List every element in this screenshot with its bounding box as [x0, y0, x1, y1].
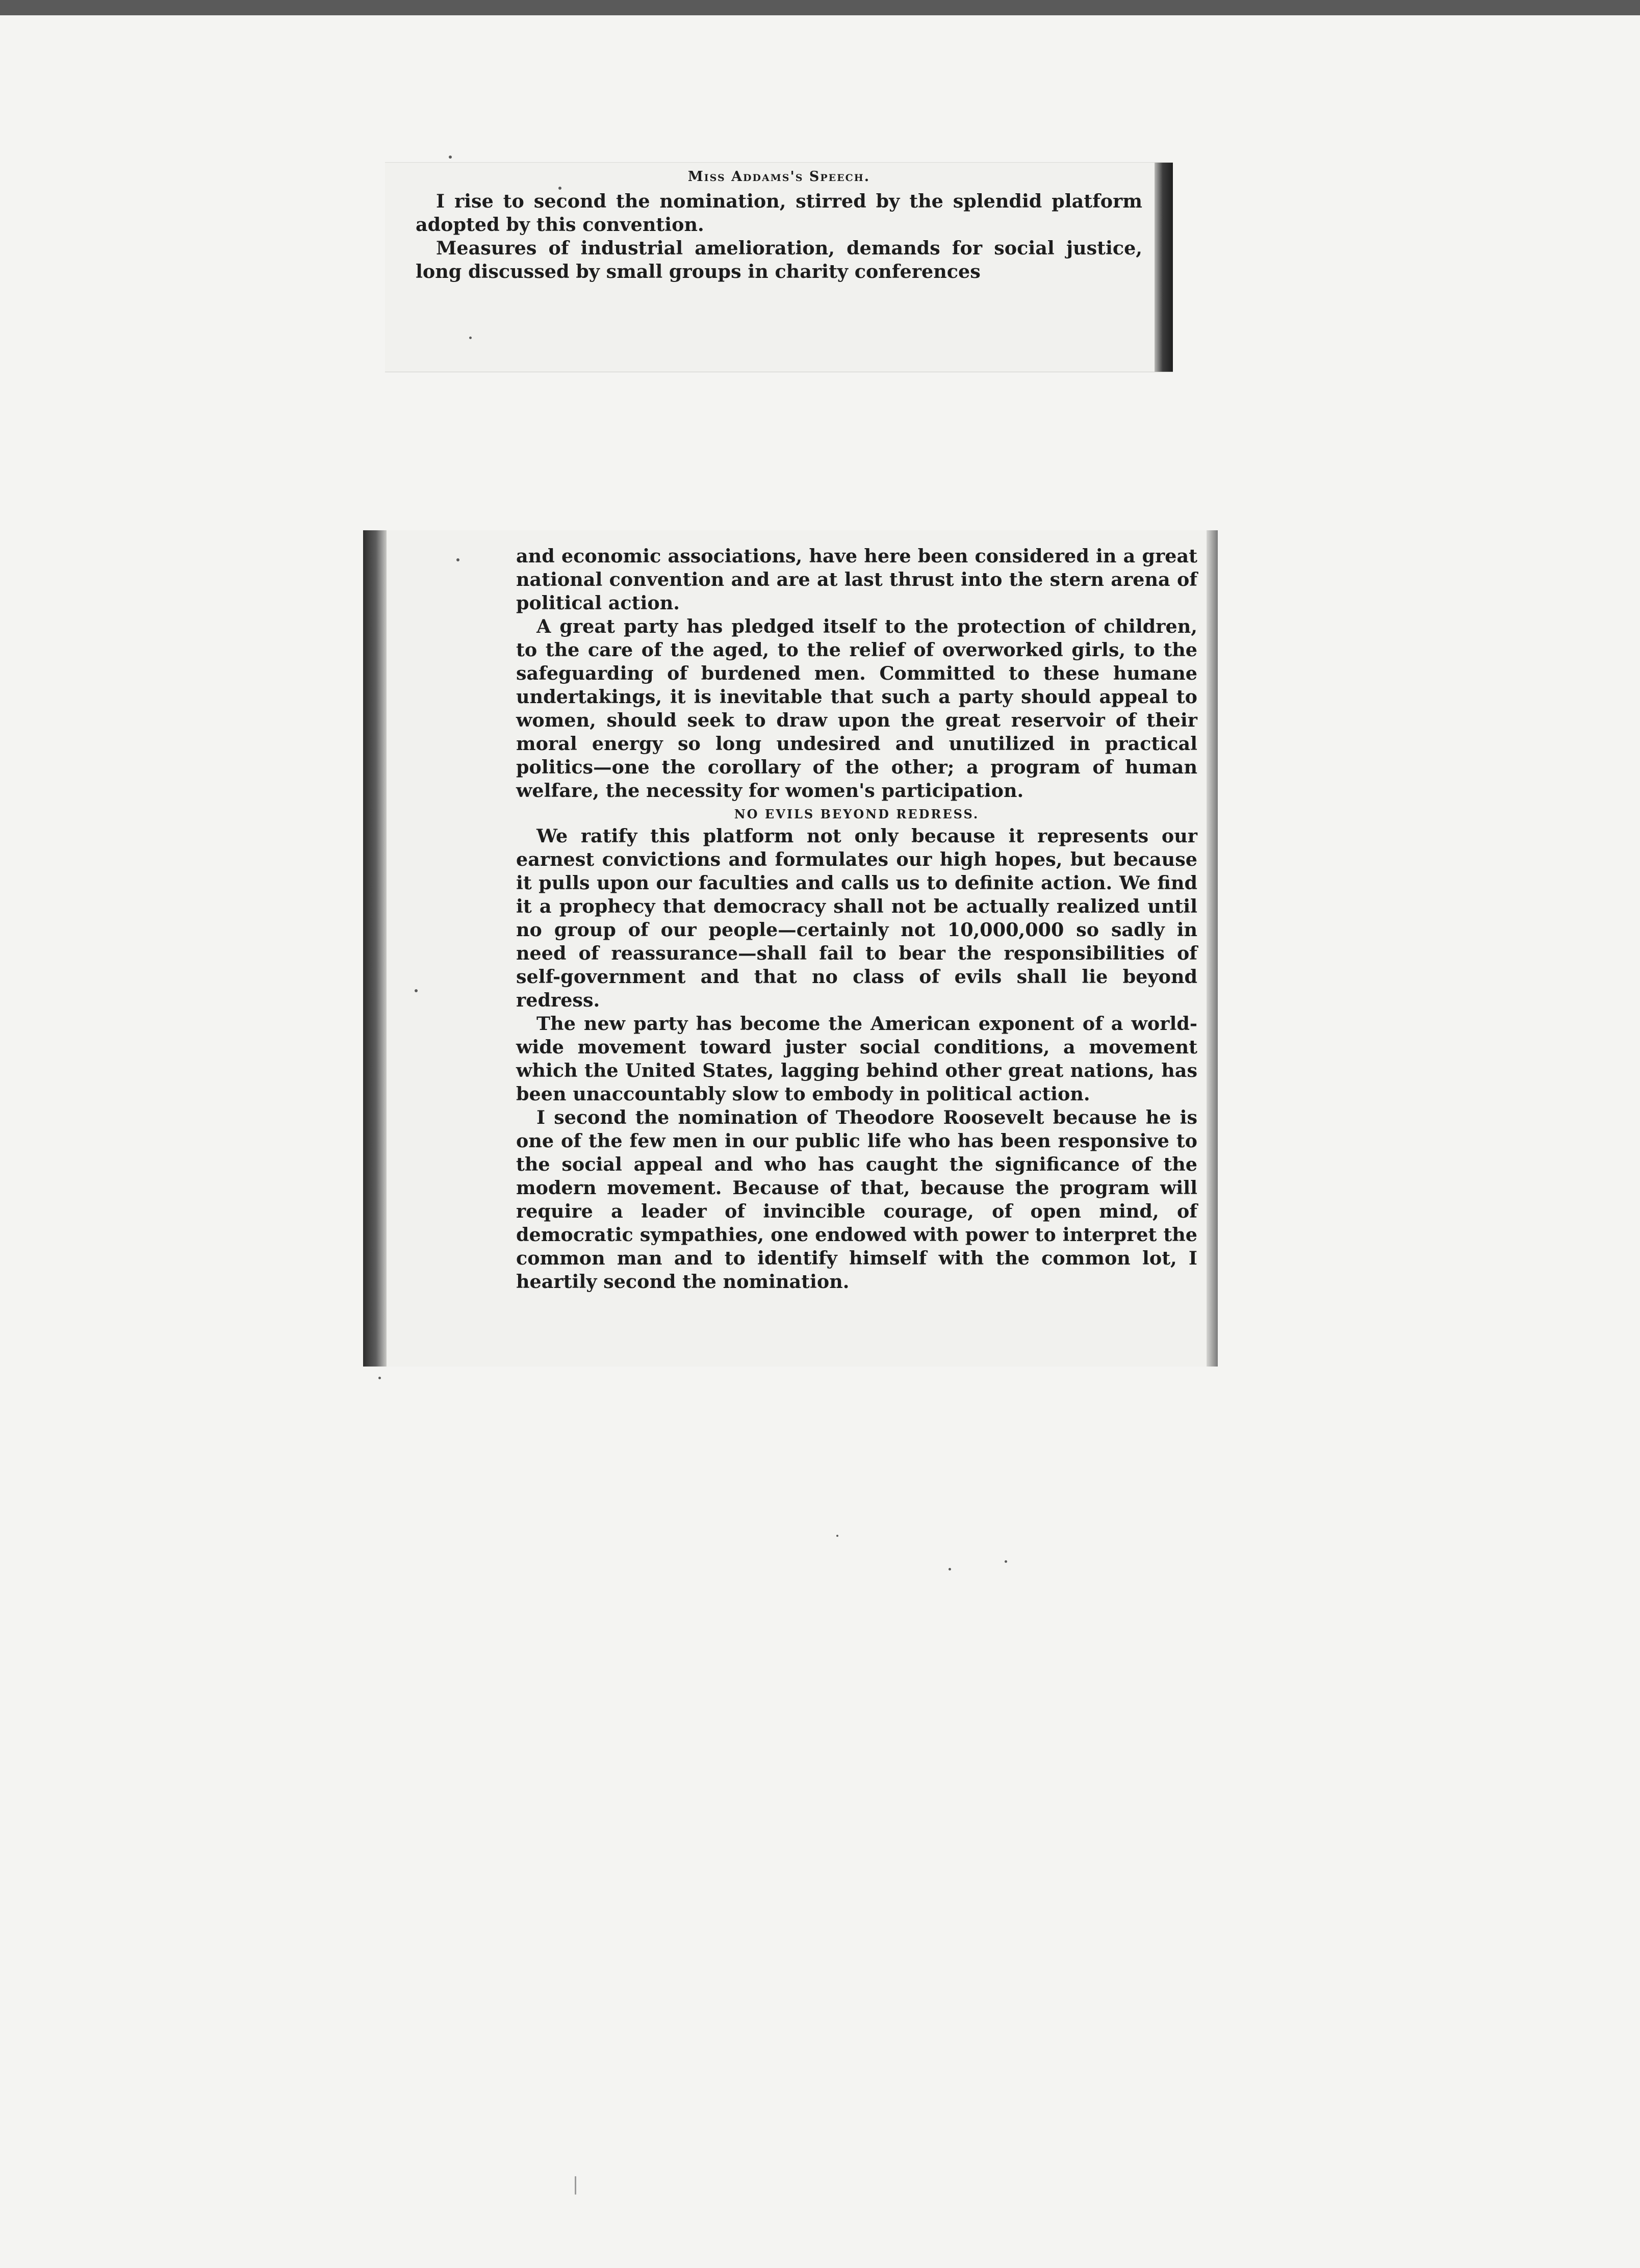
article-paragraph: We ratify this platform not only because it represents our earnest convictions and formulates our high hopes, but because it pulls upon our faculties and calls us to definite action. We find it a prophecy that democracy shall not be actually realized until no group of our people—certainly not 10,000,000 so sadly in need of reassurance—shall fail to bear the responsibilities of self-government and that no class of evils shall lie beyond redress.: [516, 825, 1197, 1011]
clipping-edge-shadow: [1155, 163, 1173, 372]
scan-speck: [449, 156, 452, 159]
article-subheading: NO EVILS BEYOND REDRESS.: [734, 807, 980, 821]
scan-speck: [836, 1535, 838, 1537]
clipping-edge-shadow-right: [1207, 530, 1218, 1367]
article-paragraph: and economic associations, have here been considered in a great national convention and are at last thrust into the stern arena of political action.: [516, 545, 1197, 614]
scan-speck: [378, 1377, 381, 1379]
scan-speck: [415, 989, 418, 992]
scan-speck: [558, 187, 561, 190]
article-headline: Miss Addams's Speech.: [687, 169, 870, 185]
article-paragraph: I rise to second the nomination, stirred by the splendid platform adopted by this convention.: [416, 190, 1142, 236]
scan-speck: [949, 1568, 951, 1570]
article-paragraph: Measures of industrial amelioration, demands for social justice, long discussed by small groups in charity conferences: [416, 237, 1142, 282]
clipping-headline-section: [385, 162, 1173, 372]
article-paragraph: The new party has become the American exponent of a world-wide movement toward juster social conditions, a movement which the United States, lagging behind other great nations, has been unaccountably slow to embody in political action.: [516, 1013, 1197, 1105]
scan-speck: [469, 337, 472, 339]
clipping-edge-shadow-left: [363, 530, 387, 1367]
scan-speck: [1005, 1560, 1007, 1563]
article-paragraph: A great party has pledged itself to the protection of children, to the care of the aged, to the relief of overworked girls, to the safeguarding of burdened men. Committed to these humane undertakings, it is inevitable that such a party should appeal to women, should seek to draw upon the great reservoir of their moral energy so long undesired and unutilized in practical politics—one the corollary of the other; a program of human welfare, the necessity for women's participation.: [516, 615, 1197, 802]
article-paragraph: I second the nomination of Theodore Roosevelt because he is one of the few men in our public life who has been responsive to the social appeal and who has caught the significance of the modern movement. Because of that, because the program will require a leader of invincible courage, of open mind, of democratic sympathies, one endowed with power to interpret the common man and to identify himself with the common lot, I heartily second the nomination.: [516, 1106, 1197, 1293]
scan-speck: [575, 2176, 576, 2195]
clipping-body-section: [363, 530, 1218, 1367]
scan-top-edge: [0, 0, 1640, 15]
scan-speck: [456, 558, 459, 561]
